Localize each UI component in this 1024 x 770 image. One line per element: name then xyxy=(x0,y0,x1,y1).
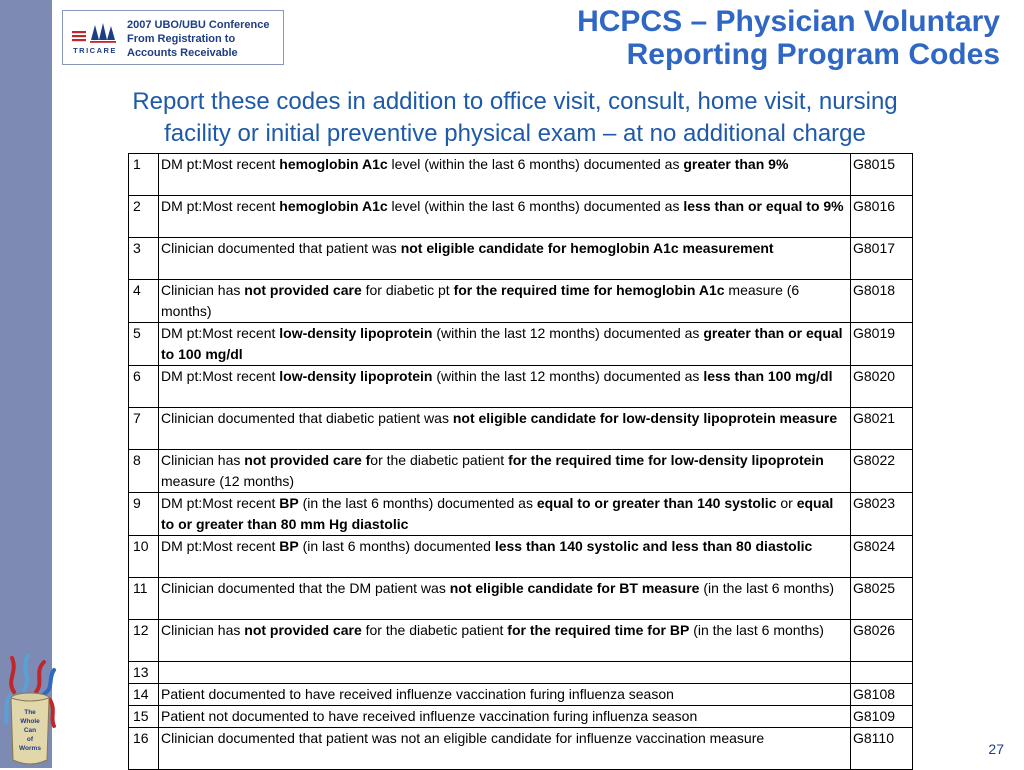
logo-line: From Registration to xyxy=(127,33,236,45)
description-text: for the diabetic patient xyxy=(361,622,508,638)
row-number: 9 xyxy=(129,493,159,536)
hcpcs-code xyxy=(851,662,913,684)
row-number: 4 xyxy=(129,280,159,323)
description-text: DM pt:Most recent xyxy=(161,368,280,384)
description-bold-text: less than 100 mg/dl xyxy=(703,368,833,384)
code-description xyxy=(159,280,851,323)
description-text: or xyxy=(776,495,797,511)
hcpcs-code: G8022 xyxy=(851,450,913,493)
row-number: 2 xyxy=(129,196,159,238)
page-number: 27 xyxy=(988,741,1004,757)
mascot-line: Whole xyxy=(20,718,40,725)
description-bold-text: not eligible candidate for hemoglobin A1c measurement xyxy=(400,240,774,256)
code-description xyxy=(159,662,851,684)
row-number: 6 xyxy=(129,366,159,408)
description-text: Clinician documented that patient was xyxy=(161,240,401,256)
code-description xyxy=(159,366,851,408)
description-text: Clinician has xyxy=(161,622,245,638)
codes-table xyxy=(128,153,913,770)
description-text: Patient not documented to have received influenze vaccination furing influenza season xyxy=(161,708,698,724)
table-row xyxy=(129,196,913,238)
code-description xyxy=(159,450,851,493)
description-bold-text: BP xyxy=(279,538,299,554)
table-row xyxy=(129,280,913,323)
description-text: or the diabetic patient xyxy=(370,452,509,468)
code-description xyxy=(159,684,851,706)
row-number: 8 xyxy=(129,450,159,493)
table-row xyxy=(129,450,913,493)
row-number: 14 xyxy=(129,684,159,706)
hcpcs-code: G8024 xyxy=(851,536,913,578)
table-row xyxy=(129,620,913,662)
subtitle-line: facility or initial preventive physical exam – at no additional charge xyxy=(164,120,866,147)
hcpcs-code: G8109 xyxy=(851,706,913,728)
row-number: 7 xyxy=(129,408,159,450)
hcpcs-code: G8110 xyxy=(851,728,913,770)
description-bold-text: greater than 9% xyxy=(683,156,789,172)
code-description xyxy=(159,238,851,280)
slide-subtitle xyxy=(55,86,975,150)
mascot-line: The xyxy=(24,709,36,716)
description-bold-text: less than or equal to 9% xyxy=(683,198,844,214)
description-text: Clinician has xyxy=(161,282,245,298)
description-bold-text: for the required time for low-density lipoprotein xyxy=(508,452,824,468)
description-text: DM pt:Most recent xyxy=(161,495,280,511)
code-description xyxy=(159,728,851,770)
hcpcs-code: G8016 xyxy=(851,196,913,238)
logo-line: Accounts Receivable xyxy=(127,47,238,59)
row-number: 11 xyxy=(129,578,159,620)
conference-logo xyxy=(62,10,284,65)
description-bold-text: greater than or equal to 100 mg/dl xyxy=(161,325,843,362)
hcpcs-code: G8017 xyxy=(851,238,913,280)
code-description xyxy=(159,536,851,578)
slide-title xyxy=(577,5,1000,71)
description-text: for diabetic pt xyxy=(361,282,454,298)
hcpcs-code: G8018 xyxy=(851,280,913,323)
table-row xyxy=(129,684,913,706)
description-text: (in last 6 months) documented xyxy=(298,538,495,554)
description-text: (within the last 12 months) documented as xyxy=(432,368,704,384)
description-text: (in the last 6 months) documented as xyxy=(298,495,537,511)
code-description xyxy=(159,578,851,620)
subtitle-line: Report these codes in addition to office visit, consult, home visit, nursing xyxy=(132,88,898,115)
description-bold-text: hemoglobin A1c xyxy=(279,198,388,214)
description-bold-text: for the required time for BP xyxy=(507,622,690,638)
row-number: 1 xyxy=(129,154,159,196)
table-row xyxy=(129,728,913,770)
code-description xyxy=(159,323,851,366)
hcpcs-code: G8019 xyxy=(851,323,913,366)
description-bold-text: for the required time for hemoglobin A1c xyxy=(453,282,725,298)
description-bold-text: low-density lipoprotein xyxy=(279,325,433,341)
table-row xyxy=(129,238,913,280)
row-number: 10 xyxy=(129,536,159,578)
code-description xyxy=(159,154,851,196)
codes-table-body xyxy=(129,154,913,770)
row-number: 13 xyxy=(129,662,159,684)
description-text: level (within the last 6 months) documented as xyxy=(387,198,684,214)
mascot-line: Can xyxy=(23,727,37,734)
code-description xyxy=(159,620,851,662)
hcpcs-code: G8020 xyxy=(851,366,913,408)
description-bold-text: equal to or greater than 80 mm Hg diastolic xyxy=(161,495,834,532)
table-row xyxy=(129,366,913,408)
row-number: 3 xyxy=(129,238,159,280)
description-text: Patient documented to have received influenze vaccination furing influenza season xyxy=(161,686,674,702)
description-bold-text: equal to or greater than 140 systolic xyxy=(536,495,777,511)
tricare-logo-icon xyxy=(69,16,121,60)
table-row xyxy=(129,578,913,620)
can-of-worms-mascot-icon xyxy=(4,652,56,768)
description-text: (in the last 6 months) xyxy=(689,622,824,638)
title-line: HCPCS – Physician Voluntary xyxy=(577,5,1000,38)
logo-caption xyxy=(127,18,281,60)
description-text: DM pt:Most recent xyxy=(161,325,280,341)
hcpcs-code: G8108 xyxy=(851,684,913,706)
description-text: Clinician documented that the DM patient was xyxy=(161,580,450,596)
logo-mark-text: TRICARE xyxy=(73,46,117,55)
description-text: level (within the last 6 months) documented as xyxy=(387,156,684,172)
description-text: Clinician has xyxy=(161,452,245,468)
hcpcs-code: G8025 xyxy=(851,578,913,620)
table-row xyxy=(129,493,913,536)
code-description xyxy=(159,408,851,450)
description-bold-text: not eligible candidate for BT measure xyxy=(449,580,700,596)
hcpcs-code: G8023 xyxy=(851,493,913,536)
description-bold-text: BP xyxy=(279,495,299,511)
table-row xyxy=(129,408,913,450)
mascot-line: of xyxy=(26,736,34,743)
description-bold-text: not eligible candidate for low-density lipoprotein measure xyxy=(452,410,838,426)
description-bold-text: not provided care f xyxy=(244,452,371,468)
description-text: DM pt:Most recent xyxy=(161,538,280,554)
description-text: Clinician documented that patient was not an eligible candidate for influenze vaccination measure xyxy=(161,730,765,746)
code-description xyxy=(159,706,851,728)
hcpcs-code: G8026 xyxy=(851,620,913,662)
mascot-line: Worms xyxy=(19,745,41,752)
table-row xyxy=(129,662,913,684)
row-number: 15 xyxy=(129,706,159,728)
table-row xyxy=(129,323,913,366)
row-number: 5 xyxy=(129,323,159,366)
code-description xyxy=(159,196,851,238)
description-text: DM pt:Most recent xyxy=(161,198,280,214)
title-line: Reporting Program Codes xyxy=(626,38,1000,71)
logo-line: 2007 UBO/UBU Conference xyxy=(127,19,270,31)
hcpcs-code: G8021 xyxy=(851,408,913,450)
hcpcs-code: G8015 xyxy=(851,154,913,196)
description-bold-text: hemoglobin A1c xyxy=(279,156,388,172)
table-row xyxy=(129,536,913,578)
row-number: 16 xyxy=(129,728,159,770)
description-text: measure (6 months) xyxy=(161,282,800,319)
row-number: 12 xyxy=(129,620,159,662)
code-description xyxy=(159,493,851,536)
description-bold-text: less than 140 systolic and less than 80 diastolic xyxy=(494,538,813,554)
description-text: DM pt:Most recent xyxy=(161,156,280,172)
description-text: measure (12 months) xyxy=(161,473,295,489)
description-bold-text: not provided care xyxy=(244,622,362,638)
description-text: (within the last 12 months) documented as xyxy=(432,325,704,341)
description-bold-text: not provided care xyxy=(244,282,362,298)
table-row xyxy=(129,154,913,196)
description-text: (in the last 6 months) xyxy=(699,580,835,596)
table-row xyxy=(129,706,913,728)
description-text: Clinician documented that diabetic patient was xyxy=(161,410,453,426)
description-bold-text: low-density lipoprotein xyxy=(279,368,433,384)
